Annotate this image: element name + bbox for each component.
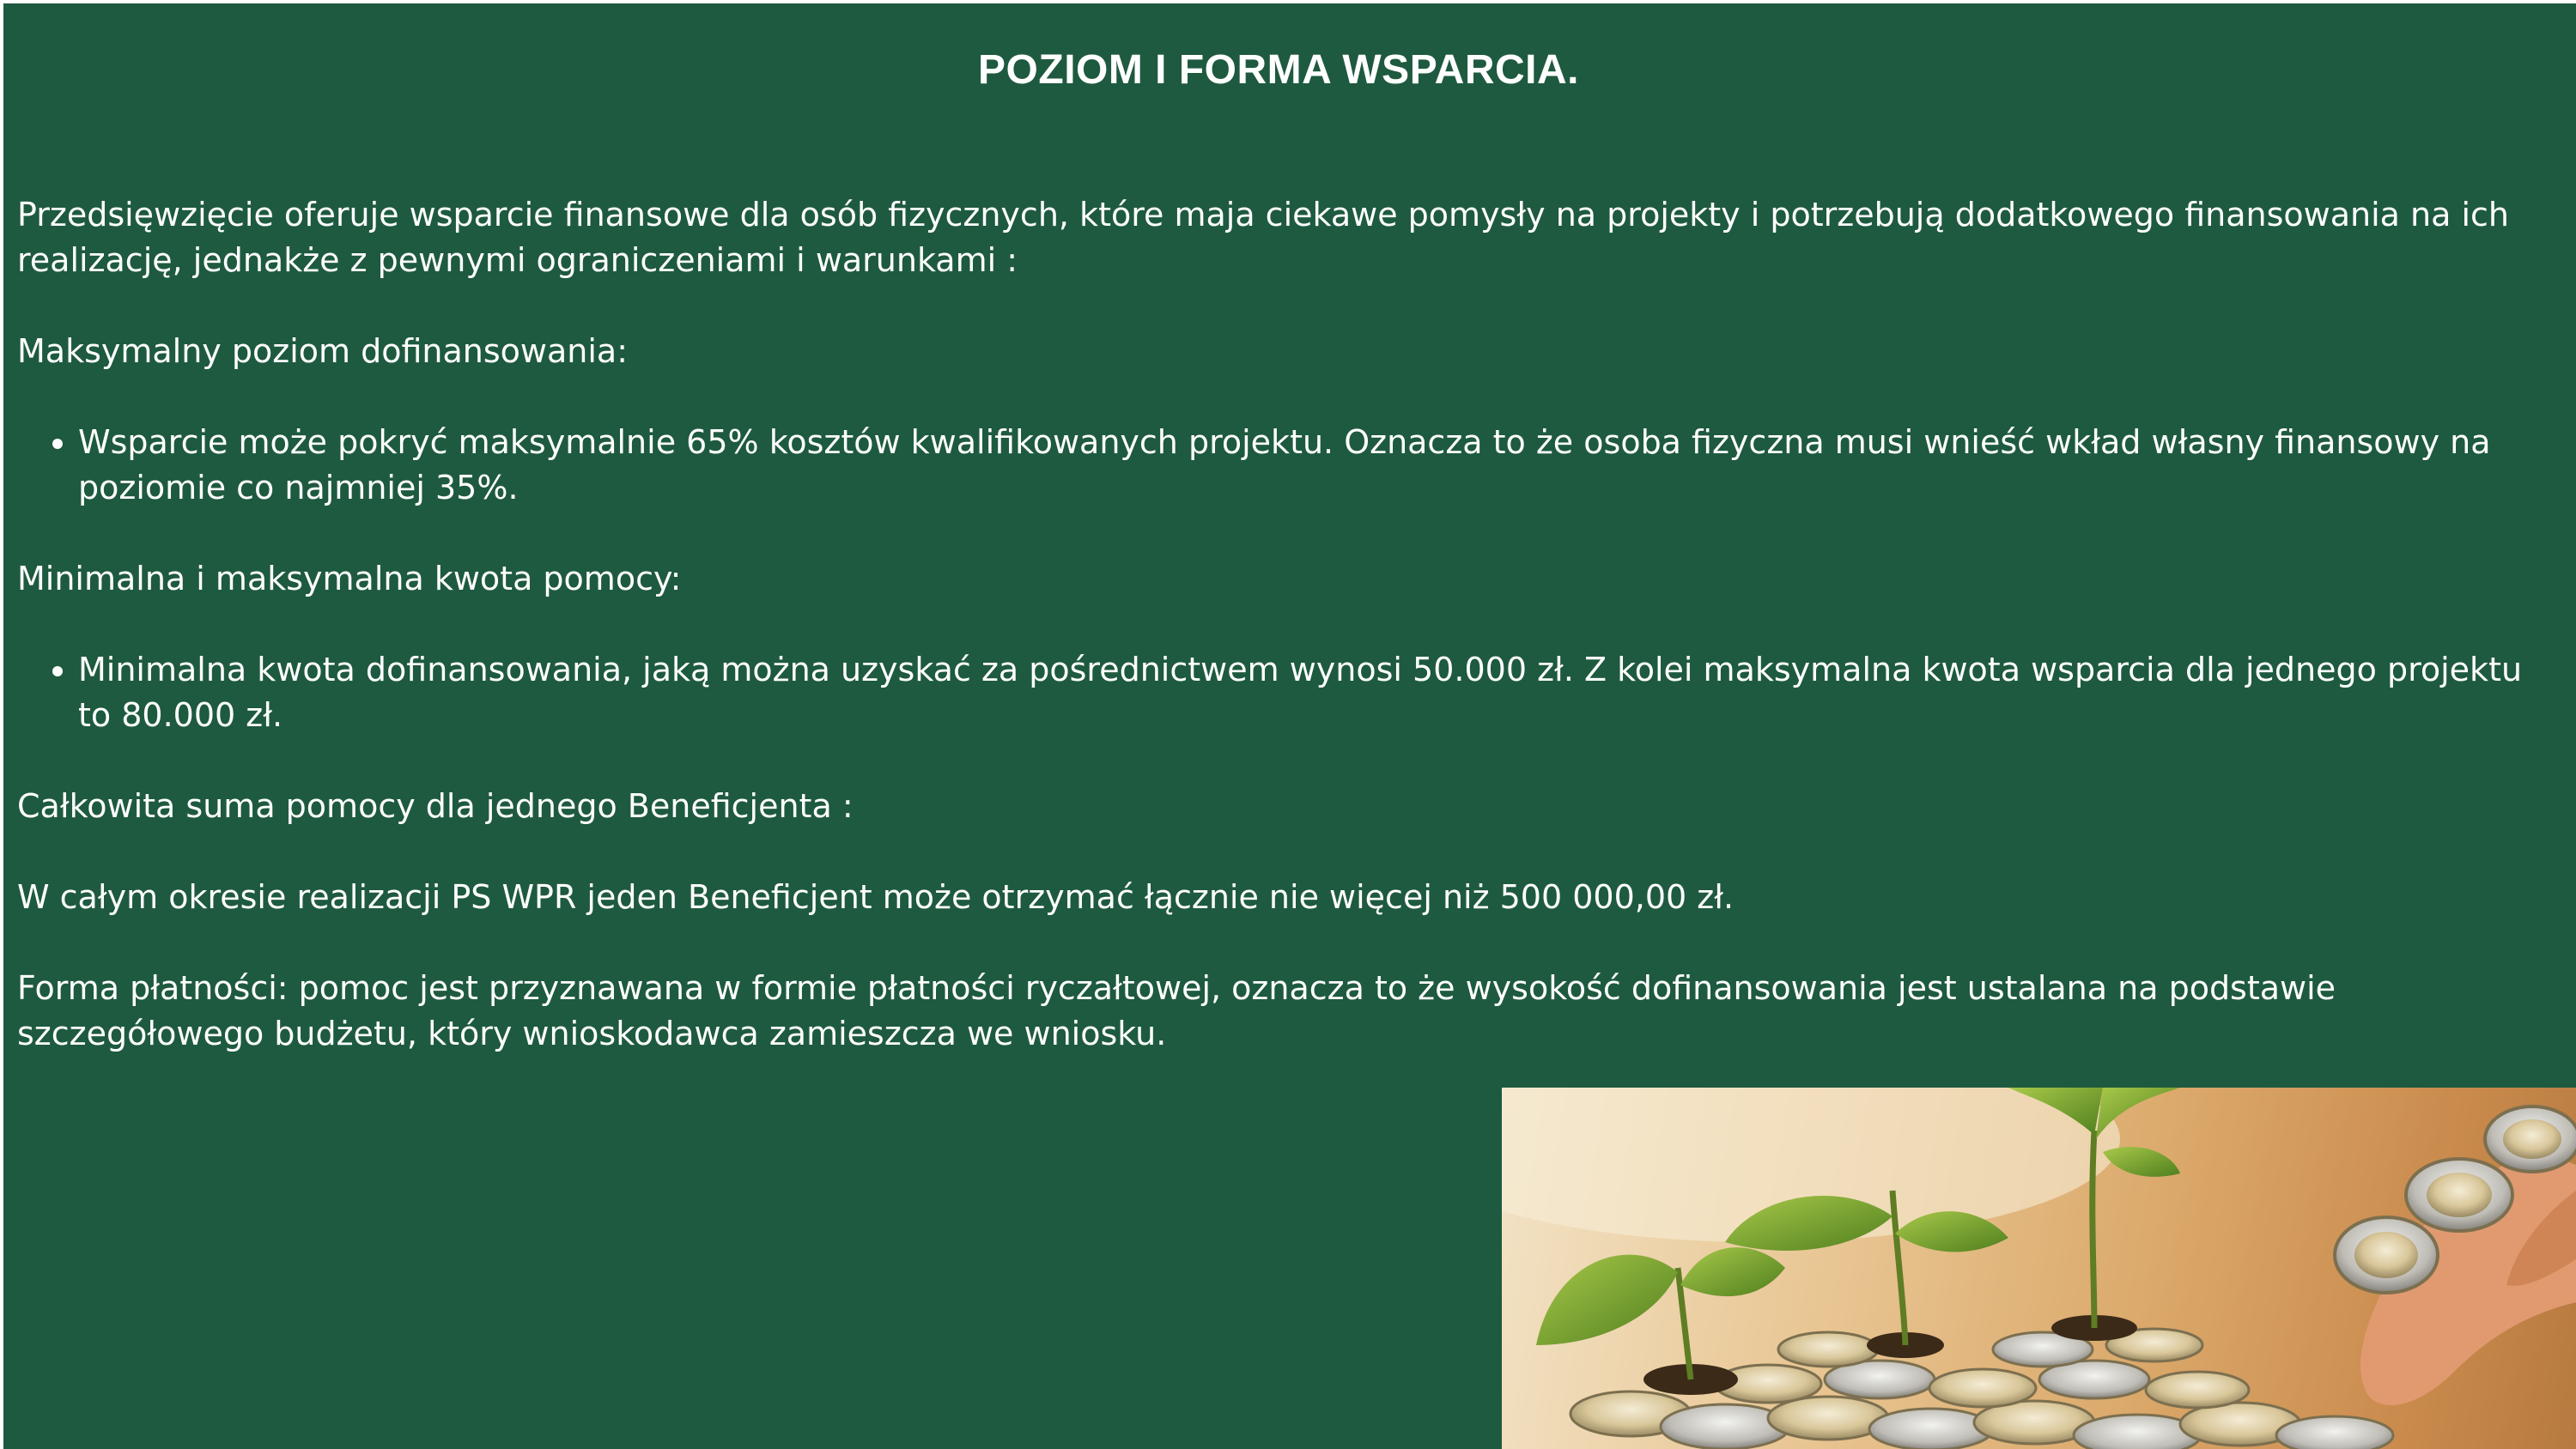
max-level-heading: Maksymalny poziom dofinansowania: [17, 332, 628, 370]
total-text: W całym okresie realizacji PS WPR jeden Beneficjent może otrzymać łącznie nie więcej niż 500 000,00 zł. [17, 878, 1735, 916]
intro-paragraph: Przedsięwzięcie oferuje wsparcie finansowe dla osób fizycznych, które maja ciekawe pomysły na projekty i potrzebują dodatkowego finansowania na ich realizację, jednakże z pewnymi ograniczeniami i warunkami : [17, 196, 2509, 279]
max-level-bullet: • Wsparcie może pokryć maksymalnie 65% kosztów kwalifikowanych projektu. Oznacza to że osoba fizyczna musi wnieść wkład własny finansowy na poziomie co najmniej 35%. [78, 420, 2537, 511]
slide-content [17, 192, 2537, 1102]
page-title: POZIOM I FORMA WSPARCIA. [978, 47, 1579, 93]
max-level-list [17, 420, 2537, 511]
amount-bullet: • Minimalna kwota dofinansowania, jaką można uzyskać za pośrednictwem wynosi 50.000 zł. Z kolei maksymalna kwota wsparcia dla jednego projektu to 80.000 zł. [78, 647, 2537, 738]
amount-heading: Minimalna i maksymalna kwota pomocy: [17, 560, 682, 597]
slide [3, 3, 2576, 1449]
amount-list [17, 647, 2537, 738]
plants-and-coins-photo [1502, 1088, 2576, 1449]
payment-paragraph: Forma płatności: pomoc jest przyznawana w formie płatności ryczałtowej, oznacza to że wysokość dofinansowania jest ustalana na podstawie szczegółowego budżetu, który wnioskodawca zamieszcza we wniosku. [17, 969, 2336, 1052]
plants-and-coins-illustration [1502, 1088, 2576, 1449]
total-heading: Całkowita suma pomocy dla jednego Beneficjenta : [17, 787, 854, 825]
